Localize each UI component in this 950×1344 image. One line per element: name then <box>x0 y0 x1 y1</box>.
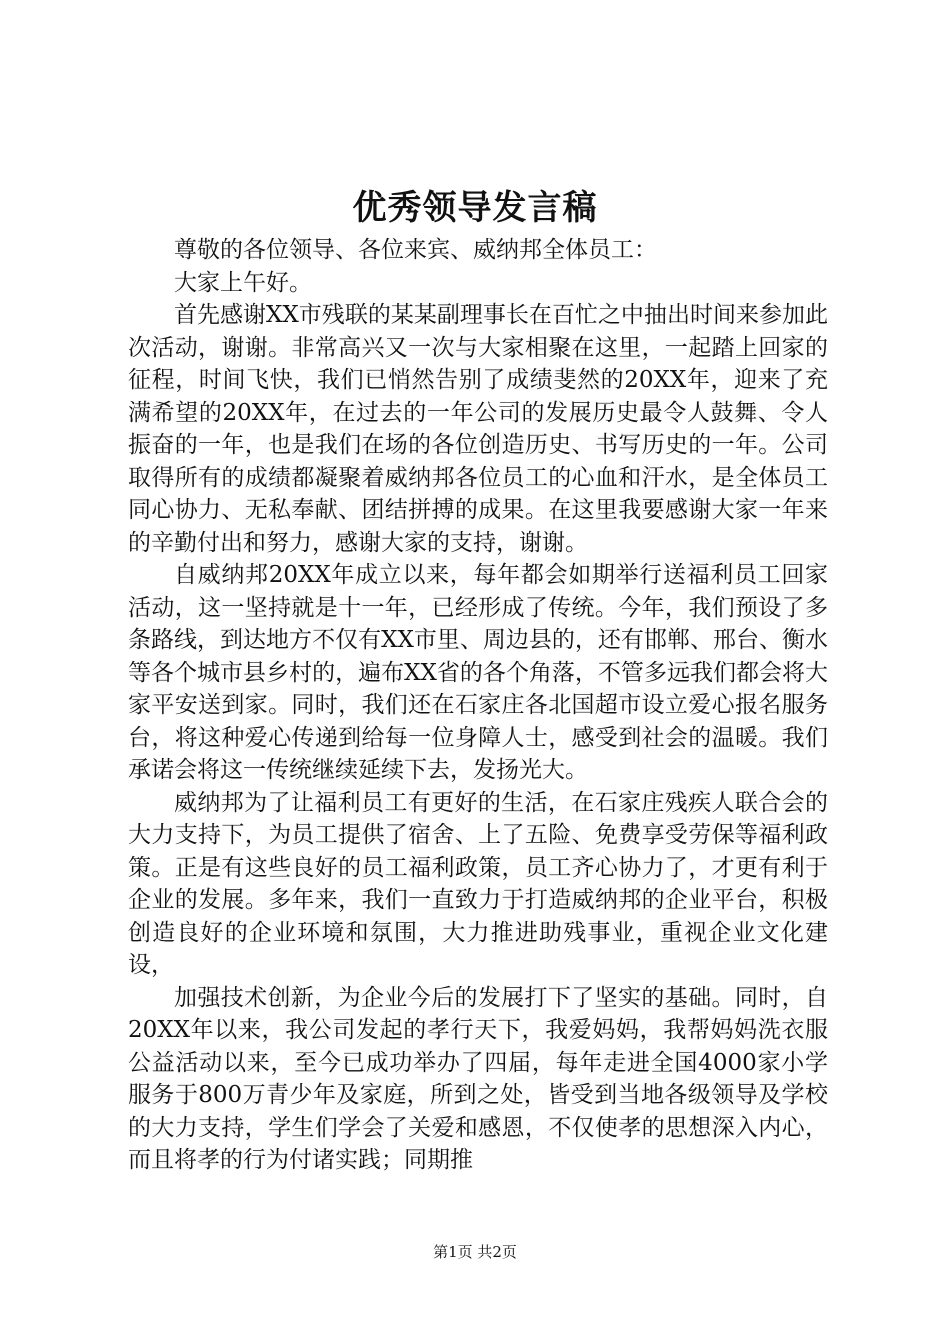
paragraph: 自威纳邦20XX年成立以来，每年都会如期举行送福利员工回家活动，这一坚持就是十一年，已经形成了传统。今年，我们预设了多条路线，到达地方不仅有XX市里、周边县的，还有邯郸、邢台、衡水等各个城市县乡村的，遍布XX省的各个角落，不管多远我们都会将大家平安送到家。同时，我们还在石家庄各北国超市设立爱心报名服务台，将这种爱心传递到给每一位身障人士，感受到社会的温暖。我们承诺会将这一传统继续延续下去，发扬光大。 <box>128 562 828 783</box>
page-number-footer: 第1页 共2页 <box>433 1243 517 1261</box>
document-title: 优秀领导发言稿 <box>352 188 598 228</box>
salutation: 尊敬的各位领导、各位来宾、威纳邦全体员工： <box>174 237 657 263</box>
paragraph: 威纳邦为了让福利员工有更好的生活，在石家庄残疾人联合会的大力支持下，为员工提供了宿舍、上了五险、免费享受劳保等福利政策。正是有这些良好的员工福利政策，员工齐心协力了，才更有利于企业的发展。多年来，我们一直致力于打造威纳邦的企业平台，积极创造良好的企业环境和氛围，大力推进助残事业，重视企业文化建设， <box>128 789 828 978</box>
document-body <box>128 234 828 1177</box>
paragraph: 首先感谢XX市残联的某某副理事长在百忙之中抽出时间来参加此次活动，谢谢。非常高兴又一次与大家相聚在这里，一起踏上回家的征程，时间飞快，我们已悄然告别了成绩斐然的20XX年，迎来了充满希望的20XX年，在过去的一年公司的发展历史最令人鼓舞、令人振奋的一年，也是我们在场的各位创造历史、书写历史的一年。公司取得所有的成绩都凝聚着威纳邦各位员工的心血和汗水，是全体员工同心协力、无私奉献、团结拼搏的成果。在这里我要感谢大家一年来的辛勤付出和努力，感谢大家的支持，谢谢。 <box>128 302 828 556</box>
greeting: 大家上午好。 <box>174 269 312 296</box>
paragraph: 加强技术创新，为企业今后的发展打下了坚实的基础。同时，自20XX年以来，我公司发起的孝行天下，我爱妈妈，我帮妈妈洗衣服公益活动以来，至今已成功举办了四届，每年走进全国4000家小学服务于800万青少年及家庭，所到之处，皆受到当地各级领导及学校的大力支持，学生们学会了关爱和感恩，不仅使孝的思想深入内心，而且将孝的行为付诸实践；同期推 <box>128 984 828 1173</box>
